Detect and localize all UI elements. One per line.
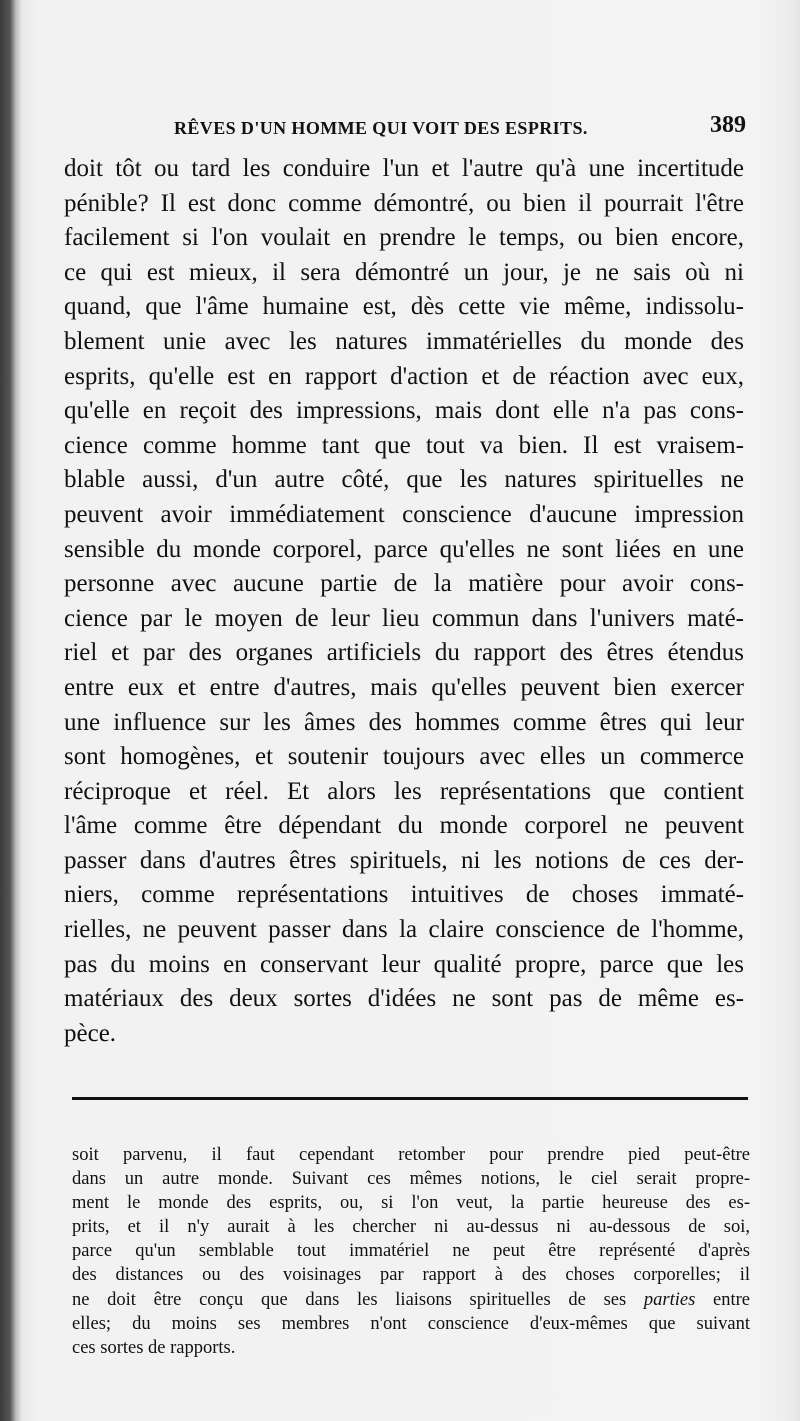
text-line: matériaux des deux sortes d'idées ne sont pas de même es-: [64, 985, 744, 1013]
text-line: sensible du monde corporel, parce qu'elles ne sont liées en une: [64, 535, 744, 563]
text-line: cience comme homme tant que tout va bien. Il est vraisem-: [64, 431, 744, 459]
text-line: personne avec aucune partie de la matière pour avoir cons-: [64, 570, 744, 598]
text-line: passer dans d'autres êtres spirituels, ni les notions de ces der-: [64, 846, 744, 874]
page-number: 389: [710, 112, 746, 138]
text-line: pèce.: [64, 1019, 117, 1047]
text-line: esprits, qu'elle est en rapport d'action et de réaction avec eux,: [64, 362, 744, 390]
text-line: peuvent avoir immédiatement conscience d'aucune impression: [64, 500, 744, 528]
running-title: RÊVES D'UN HOMME QUI VOIT DES ESPRITS.: [174, 118, 588, 138]
footnote-line: ment le monde des esprits, ou, si l'on veut, la partie heureuse des es-: [72, 1193, 750, 1214]
text-line: cience par le moyen de leur lieu commun dans l'univers maté-: [64, 604, 744, 632]
text-line: réciproque et réel. Et alors les représentations que contient: [64, 777, 744, 805]
text-line: doit tôt ou tard les conduire l'un et l'autre qu'à une incertitude: [64, 155, 744, 182]
text-line: qu'elle en reçoit des impressions, mais dont elle n'a pas cons-: [64, 397, 744, 425]
text-line: pas du moins en conservant leur qualité propre, parce que les: [64, 950, 744, 978]
footnote-line: parce qu'un semblable tout immatériel ne peut être représenté d'après: [72, 1241, 750, 1262]
text-line: facilement si l'on voulait en prendre le temps, ou bien encore,: [64, 224, 744, 252]
footnote-line: [72, 1288, 750, 1312]
footnote-line: soit parvenu, il faut cependant retomber pour prendre pied peut-être: [72, 1145, 750, 1165]
footnote-line-text: ne doit être conçu que dans les liaisons spirituelles de ses: [72, 1289, 627, 1310]
footnote-line-end: entre: [713, 1289, 750, 1310]
italic-word: parties: [643, 1289, 696, 1310]
text-line: blement unie avec les natures immatérielles du monde des: [64, 327, 744, 355]
footnote-line: ces sortes de rapports.: [72, 1337, 236, 1358]
text-line: niers, comme représentations intuitives de choses immaté-: [64, 881, 744, 909]
text-line: une influence sur les âmes des hommes comme êtres qui leur: [64, 708, 744, 736]
text-line: pénible? Il est donc comme démontré, ou bien il pourrait l'être: [64, 189, 744, 217]
text-line: riel et par des organes artificiels du rapport des êtres étendus: [64, 639, 744, 667]
text-line: sont homogènes, et soutenir toujours avec elles un commerce: [64, 743, 744, 771]
running-head: [60, 112, 746, 142]
text-line: rielles, ne peuvent passer dans la claire conscience de l'homme,: [64, 916, 744, 944]
text-line: l'âme comme être dépendant du monde corporel ne peuvent: [64, 812, 744, 840]
text-line: blable aussi, d'un autre côté, que les natures spirituelles ne: [64, 466, 744, 494]
body-text: [64, 152, 744, 1051]
footnote-line: des distances ou des voisinages par rapport à des choses corporelles; il: [72, 1265, 750, 1286]
text-line: entre eux et entre d'autres, mais qu'elles peuvent bien exercer: [64, 673, 744, 701]
text-line: quand, que l'âme humaine est, dès cette vie même, indissolu-: [64, 293, 744, 321]
footnote-line: dans un autre monde. Suivant ces mêmes notions, le ciel serait propre-: [72, 1169, 750, 1190]
footnote-line: prits, et il n'y aurait à les chercher ni au-dessus ni au-dessous de soi,: [72, 1217, 750, 1238]
footnote: [72, 1143, 750, 1360]
footnote-rule: [72, 1097, 748, 1100]
text-line: ce qui est mieux, il sera démontré un jour, je ne sais où ni: [64, 258, 744, 286]
footnote-line: elles; du moins ses membres n'ont conscience d'eux-mêmes que suivant: [72, 1313, 750, 1334]
